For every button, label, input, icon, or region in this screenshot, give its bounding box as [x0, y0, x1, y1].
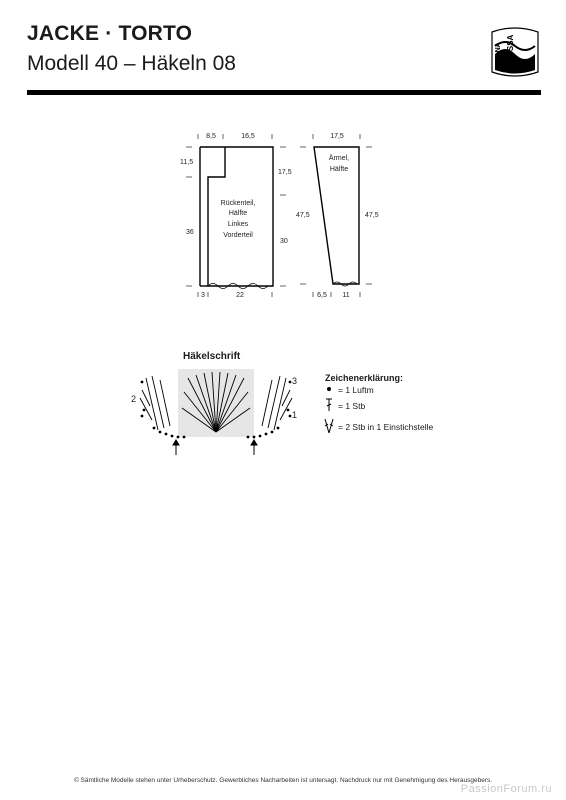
- double-crochet-icon: [322, 398, 336, 414]
- chart-title: Häkelschrift: [183, 351, 241, 362]
- sleeve-dim-top: 17,5: [330, 133, 344, 140]
- legend-item-text: = 2 Stb in 1 Einstichstelle: [338, 422, 434, 432]
- sleeve-label-1: Ärmel,: [328, 155, 350, 162]
- sleeve-label-2: Hälfte: [329, 166, 349, 173]
- back-label-4: Vorderteil: [223, 232, 253, 239]
- dim-left-bottom: 36: [186, 229, 194, 236]
- back-label-3: Linkes: [227, 221, 249, 228]
- legend-title: Zeichenerklärung:: [325, 373, 404, 383]
- svg-text:LANA: LANA: [495, 42, 502, 62]
- dim-top-left: 8,5: [206, 133, 216, 140]
- dim-right-top: 17,5: [278, 169, 292, 176]
- page-subtitle: Modell 40 – Häkeln 08: [27, 52, 236, 75]
- row-number-3: 3: [292, 376, 298, 386]
- copyright-notice: © Sämtliche Modelle stehen unter Urheberschutz. Gewerbliches Nacharbeiten ist untersagt. Nachdruck nur mit Genehmigung des Herausgebers.: [73, 777, 493, 784]
- back-label-2: Hälfte: [228, 210, 248, 217]
- legend-item-double-crochet: [322, 398, 365, 414]
- sleeve-dim-right: 47,5: [365, 212, 379, 219]
- dim-bottom: 22: [236, 292, 244, 299]
- chain-stitch-icon: [322, 385, 336, 395]
- sleeve-dim-bottom: 11: [342, 292, 350, 299]
- two-dc-same-stitch-icon: [322, 418, 336, 436]
- page-title: JACKE · TORTO: [27, 22, 193, 45]
- sleeve-dim-left: 47,5: [296, 212, 310, 219]
- svg-text:GROSSA: GROSSA: [506, 34, 515, 70]
- crochet-chart: [140, 369, 292, 455]
- dim-left-top: 11,5: [180, 159, 194, 166]
- row-number-2: 2: [131, 394, 137, 404]
- row-number-1: 1: [292, 410, 298, 420]
- back-label-1: Rückenteil,: [220, 200, 256, 207]
- sleeve-dim-bottom-left: 6,5: [317, 292, 327, 299]
- dim-top-right: 16,5: [241, 133, 255, 140]
- dim-bottom-left: 3: [201, 292, 205, 299]
- legend-item-chain: [322, 385, 374, 395]
- dim-right-bottom: 30: [280, 238, 288, 245]
- legend-item-two-dc: [322, 418, 433, 436]
- legend-item-text: = 1 Stb: [338, 401, 366, 411]
- watermark: PassionForum.ru: [460, 783, 552, 795]
- legend-item-text: = 1 Luftm: [338, 385, 374, 395]
